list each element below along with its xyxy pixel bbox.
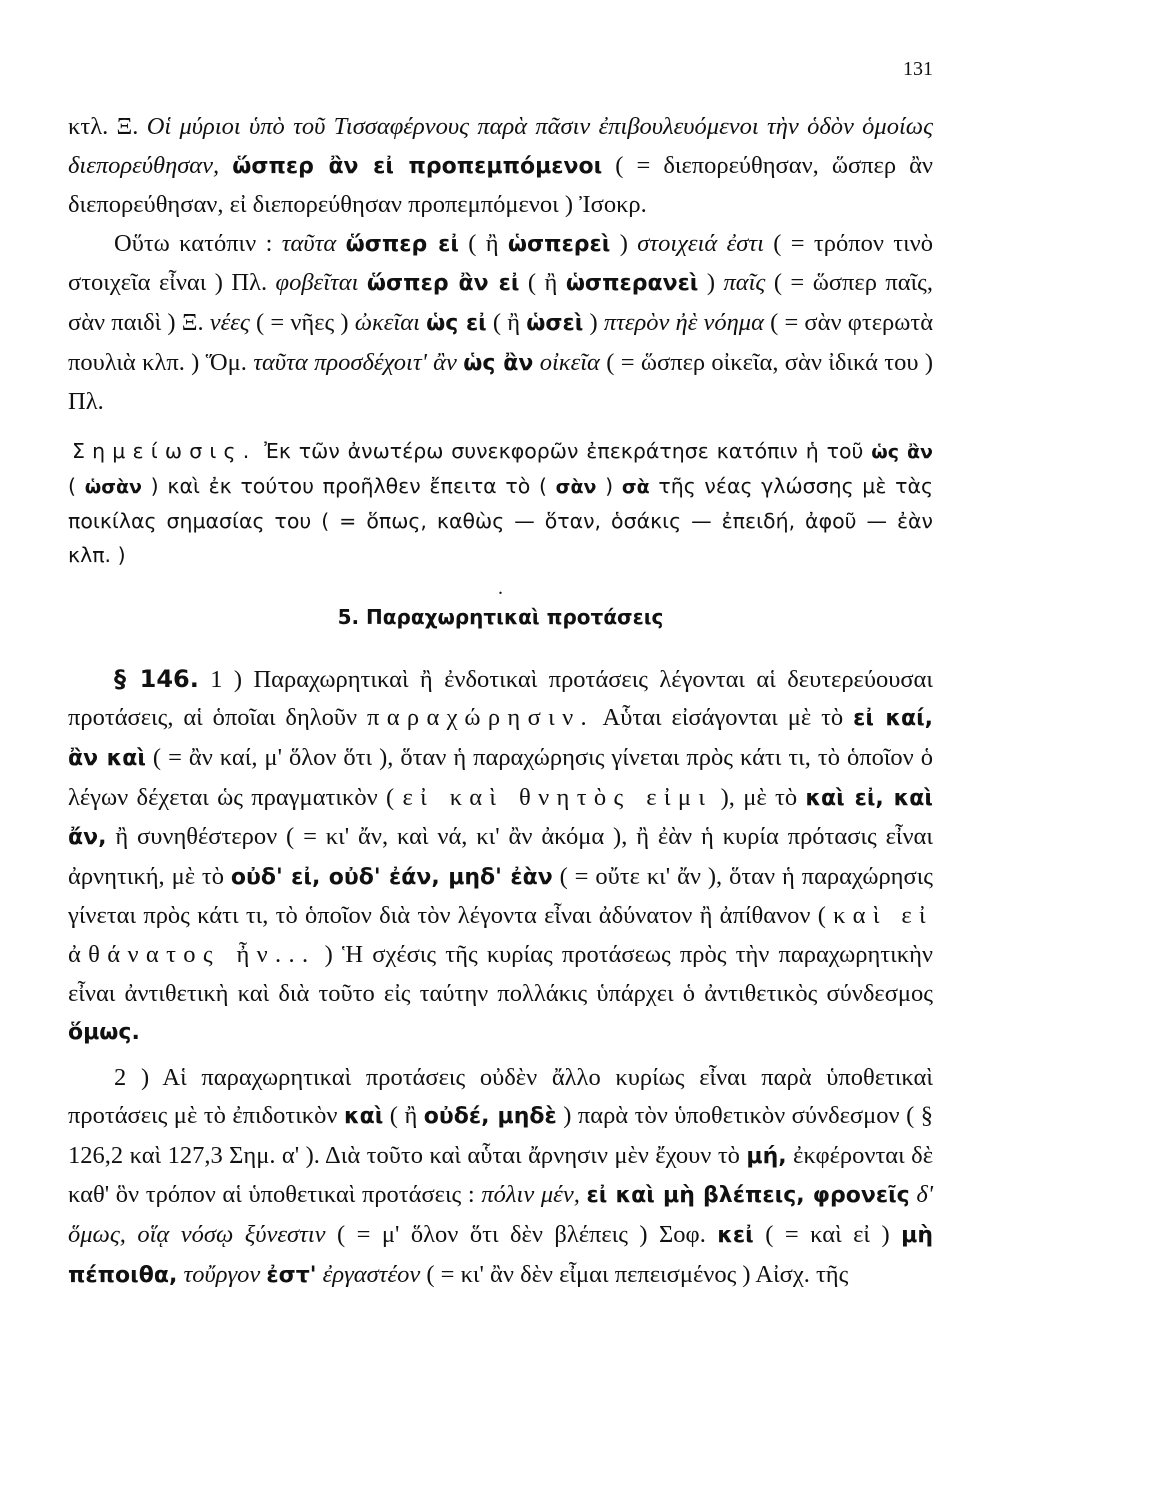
text-run: ) παρὰ τὸν ὑποθετικὸν σύνδεσμον ( § 126,2 καὶ 127,3 Σημ. α' ). Διὰ τοῦτο καὶ αὗται ἄρνησιν μὲν ἔχουν τὸ: [68, 1102, 933, 1169]
text-run: ( = σὰν φτερωτὰ πουλιὰ κλπ. ) Ὅμ.: [68, 308, 934, 376]
text-run: ἢ συνηθέστερον ( = κι' ἄν, καὶ νά, κι' ἂν ἀκόμα ), ἢ ἐὰν ἡ κυρία πρότασις εἶναι ἀρνητική, μὲ τὸ: [68, 823, 933, 890]
italic-quote: δ' ὅμως, οἵᾳ νόσῳ ξύνεστιν: [68, 1181, 934, 1249]
bold-term: ὥσπερ ἂν εἰ προπεμπόμενοι: [232, 153, 603, 179]
text-run: ( = καὶ εἰ ): [753, 1221, 902, 1249]
bold-term: σὰ: [621, 475, 650, 498]
text-run: Αὗται εἰσάγονται μὲ τὸ: [594, 704, 854, 732]
bold-term: ὡς ἂν: [463, 350, 534, 376]
bold-term: ὡσὰν: [84, 475, 142, 498]
text-run: ): [583, 308, 604, 336]
italic-quote: φοβεῖται: [275, 269, 359, 297]
bold-term: μή,: [746, 1143, 787, 1169]
paragraph-outo: [68, 225, 933, 422]
bold-term: οὐδέ, μηδὲ: [423, 1104, 557, 1130]
italic-quote: πτερὸν ἠὲ νόημα: [603, 308, 764, 336]
spaced-term: καὶ εἰ ἀθάνατος ἦν...: [68, 902, 933, 968]
text-run: ( = ὥσπερ παῖς, σὰν παιδὶ ) Ξ.: [68, 269, 933, 336]
text-run: ): [610, 229, 638, 257]
text-run: ) καὶ ἐκ τούτου προῆλθεν ἔπειτα τὸ (: [142, 473, 556, 498]
text-run: Ἐκ τῶν ἀνωτέρω συνεκφορῶν ἐπεκράτησε κατόπιν ἡ τοῦ: [256, 438, 872, 463]
italic-quote: νέες: [209, 308, 250, 336]
paragraph-2: [68, 1059, 933, 1296]
bold-term: ὡσπερανεὶ: [565, 271, 699, 297]
separator-dot: .: [498, 576, 503, 599]
bold-term: ὥσπερ ἂν εἰ: [366, 271, 520, 297]
italic-quote: παῖς: [723, 269, 766, 297]
text-run: κτλ. Ξ.: [68, 113, 147, 140]
bold-term: ὅμως.: [68, 1020, 140, 1046]
italic-quote: ὠκεῖαι: [354, 308, 420, 336]
text-run: ) Ἡ σχέσις τῆς κυρίας προτάσεως πρὸς τὴν παραχωρητικὴν εἶναι ἀντιθετικὴ καὶ διὰ τοῦτο εἰς ταύτην πολλάκις ὑπάρχει ὁ ἀντιθετικὸς σύνδεσμος: [68, 940, 933, 1007]
bold-term: καὶ εἰ, καὶ ἄν,: [68, 785, 933, 851]
text-run: (: [68, 473, 85, 498]
text-run: ( = κι' ἂν δὲν εἶμαι πεπεισμένος ) Αἰσχ. τῆς: [420, 1260, 849, 1288]
text-run: ( = ἂν καί, μ' ὅλον ὅτι ), ὅταν ἡ παραχώρησις γίνεται πρὸς κάτι τι, τὸ ὁποῖον ὁ λέγων δέχεται ὡς πραγματικὸν (: [68, 743, 933, 811]
text-run: τῆς νέας γλώσσης μὲ τὰς ποικίλας σημασίας του ( = ὅπως, καθὼς — ὅταν, ὁσάκις — ἐπειδή, ἀφοῦ — ἐὰν κλπ. ): [68, 473, 933, 567]
note-paragraph: [68, 434, 933, 572]
bold-term: οὐδ' εἰ, οὐδ' ἐάν, μηδ' ἐὰν: [230, 864, 553, 890]
text-run: ( = μ' ὅλον ὅτι δὲν βλέπεις ) Σοφ.: [325, 1221, 718, 1249]
spaced-term: παραχώρησιν.: [367, 704, 594, 732]
text-run: ( ἢ: [486, 308, 527, 336]
bold-term: μὴ πέποιθα,: [68, 1223, 933, 1288]
bold-term: σὰν: [555, 475, 597, 498]
text-run: ἐκφέρονται δὲ καθ' ὃν τρόπον αἱ ὑποθετικαὶ προτάσεις :: [68, 1141, 933, 1209]
text-run: 2 ) Αἱ παραχωρητικαὶ προτάσεις οὐδὲν ἄλλο κυρίως εἶναι παρὰ ὑποθετικαὶ προτάσεις μὲ τὸ ἐπιδοτικὸν: [68, 1063, 933, 1130]
text-run: ( ἢ: [383, 1102, 424, 1130]
bold-term: ὡς εἰ: [426, 310, 487, 336]
bold-term: ὡσεὶ: [526, 310, 584, 336]
text-run: ( ἢ: [458, 229, 508, 257]
paragraph-section-146: [68, 660, 933, 1053]
italic-quote: πόλιν μέν,: [481, 1181, 580, 1209]
text-run: ( = νῆες ): [249, 308, 355, 336]
bold-term: ὥσπερ εἰ: [345, 231, 459, 257]
bold-term: κεἰ: [717, 1223, 754, 1249]
italic-quote: Οἱ μύριοι ὑπὸ τοῦ Τισσαφέρνους παρὰ πᾶσιν ἐπιβουλευόμενοι τὴν ὁδὸν ὁμοίως διεπορεύθησαν,: [68, 113, 934, 179]
bold-term: ὡς ἂν: [871, 440, 933, 463]
section-heading: 5. Παραχωρητικαὶ προτάσεις: [337, 604, 664, 629]
text-run: 1 ) Παραχωρητικαὶ ἢ ἐνδοτικαὶ προτάσεις λέγονται αἱ δευτερεύουσαι προτάσεις, αἱ ὁποῖαι δηλοῦν: [68, 665, 933, 732]
italic-quote: τοὔργον: [183, 1260, 261, 1288]
section-number: § 146.: [114, 664, 199, 693]
note-label: Σημείωσις.: [72, 438, 257, 463]
text-run: ( = διεπορεύθησαν, ὥσπερ ἂν διεπορεύθησαν, εἰ διεπορεύθησαν προπεμπόμενοι ) Ἰσοκρ.: [68, 151, 934, 219]
italic-quote: ἐργαστέον: [322, 1260, 421, 1288]
bold-term: ἐστ': [266, 1262, 317, 1288]
text-run: ), μὲ τὸ: [712, 783, 806, 811]
text-run: ( ἢ: [519, 269, 566, 297]
italic-quote: ταῦτα προσδέχοιτ' ἂν: [253, 348, 457, 376]
paragraph-intro: [68, 108, 933, 225]
bold-term: εἰ καί, ἂν καὶ: [68, 706, 933, 771]
bold-term: εἰ καὶ μὴ βλέπεις, φρονεῖς: [586, 1183, 910, 1209]
bold-term: καὶ: [343, 1104, 384, 1130]
italic-quote: στοιχειά ἐστι: [637, 229, 764, 257]
bold-term: ὡσπερεὶ: [507, 231, 611, 257]
italic-quote: οἰκεῖα: [539, 348, 600, 376]
spaced-term: εἰ καὶ θνητὸς εἰμι: [402, 783, 713, 811]
italic-quote: ταῦτα: [281, 229, 337, 257]
page-number: 131: [903, 58, 933, 80]
text-run: ( = τρόπον τινὸ στοιχεῖα εἶναι ) Πλ.: [68, 229, 933, 297]
text-run: ( = ὥσπερ οἰκεῖα, σὰν ἰδικά του ) Πλ.: [68, 348, 934, 416]
text-body: [68, 108, 933, 1295]
text-run: ): [596, 473, 622, 498]
text-run: ): [698, 269, 724, 297]
text-run: ( = οὔτε κι' ἄν ), ὅταν ἡ παραχώρησις γίνεται πρὸς κάτι τι, τὸ ὁποῖον διὰ τὸν λέγοντα εἶναι ἀδύνατον ἢ ἀπίθανον (: [68, 862, 933, 930]
text-run: Οὕτω κατόπιν :: [114, 229, 282, 257]
